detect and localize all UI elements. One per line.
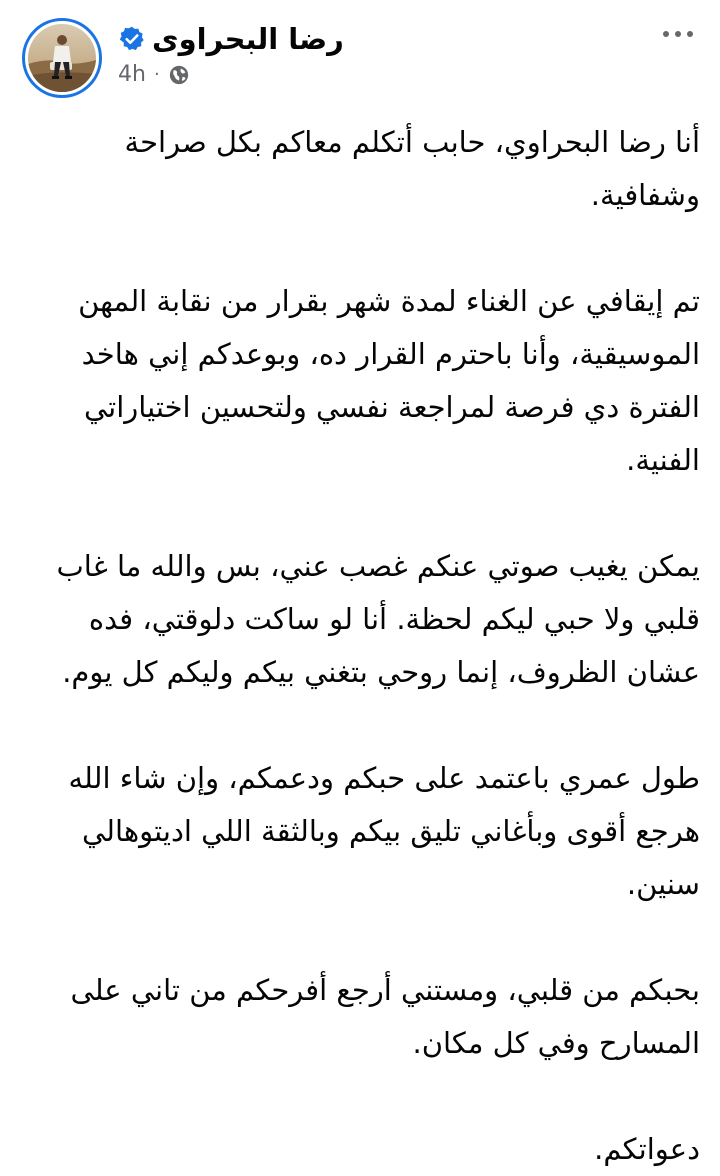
- meta-separator: ·: [153, 64, 160, 85]
- profile-avatar[interactable]: [22, 18, 102, 98]
- post-paragraph: أنا رضا البحراوي، حابب أتكلم معاكم بكل صراحة وشفافية.: [124, 125, 700, 212]
- post-meta: [118, 62, 418, 87]
- post-paragraph: طول عمري باعتمد على حبكم ودعمكم، وإن شاء الله هرجع أقوى وبأغاني تليق بيكم وبالثقة اللي اديتوهالي سنين.: [68, 761, 700, 901]
- post-paragraph: دعواتكم.: [594, 1132, 700, 1166]
- verified-badge-icon: [118, 25, 146, 53]
- post-paragraph: تم إيقافي عن الغناء لمدة شهر بقرار من نقابة المهن الموسيقية، وأنا باحترم القرار ده، وبوعدكم إني هاخد الفترة دي فرصة لمراجعة نفسي ولتحسين اختياراتي الفنية.: [78, 284, 700, 477]
- more-dot: [675, 31, 681, 37]
- post-paragraph: يمكن يغيب صوتي عنكم غصب عني، بس والله ما غاب قلبي ولا حبي ليكم لحظة. أنا لو ساكت دلوقتي، فده عشان الظروف، إنما روحي بتغني بيكم وليكم كل يوم.: [56, 549, 700, 689]
- more-dot: [687, 31, 693, 37]
- globe-icon[interactable]: [168, 64, 190, 86]
- post-text: [30, 116, 700, 1176]
- post-timestamp[interactable]: 4h: [118, 62, 146, 87]
- more-dot: [663, 31, 669, 37]
- post-header: [118, 22, 418, 87]
- avatar-photo: [28, 24, 96, 92]
- more-options-icon[interactable]: [656, 22, 700, 46]
- author-name[interactable]: رضا البحراوى: [152, 22, 344, 56]
- post-paragraph: بحبكم من قلبي، ومستني أرجع أفرحكم من تاني على المسارح وفي كل مكان.: [70, 973, 700, 1060]
- author-row: [118, 22, 418, 56]
